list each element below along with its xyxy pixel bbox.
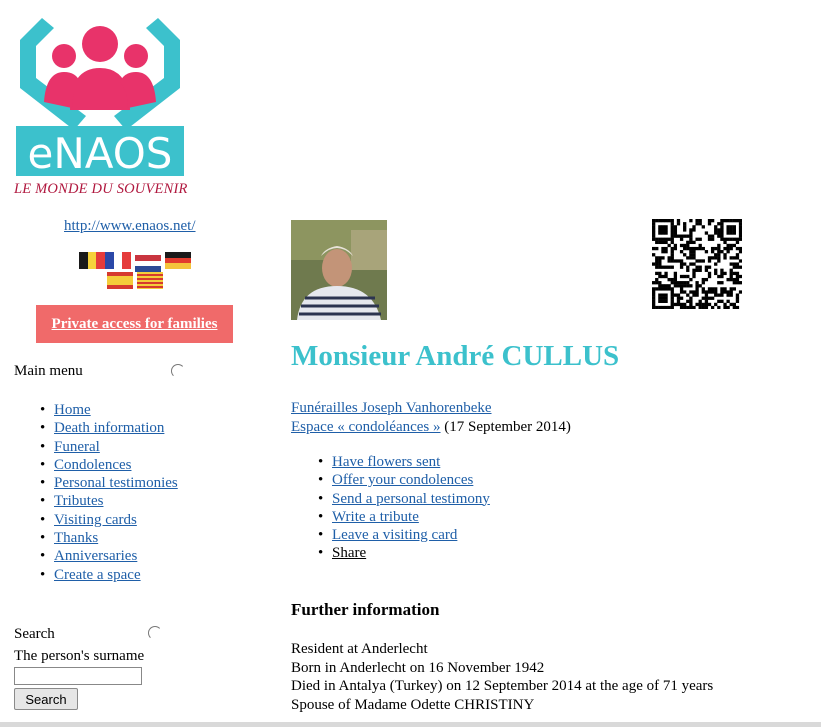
menu-link-personal-testimonies[interactable]: Personal testimonies: [54, 475, 178, 492]
france-flag[interactable]: [105, 252, 131, 269]
site-url-link[interactable]: http://www.enaos.net/: [64, 218, 196, 234]
menu-item-home: [40, 401, 178, 419]
menu-item-tributes: [40, 492, 178, 510]
condolence-date: (17 September 2014): [444, 419, 571, 435]
actions-list: [318, 453, 490, 563]
menu-item-condolences: [40, 456, 178, 474]
enaos-logo[interactable]: [14, 10, 186, 200]
menu-link-tributes[interactable]: Tributes: [54, 493, 104, 510]
offer-condolences-link[interactable]: Offer your condolences: [332, 472, 474, 489]
action-item: [318, 471, 490, 489]
menu-link-home[interactable]: Home: [54, 402, 91, 418]
horizontal-scrollbar[interactable]: [0, 722, 821, 727]
catalonia-flag[interactable]: [137, 272, 163, 289]
menu-item-death-information: [40, 419, 178, 437]
enaos-logo-graphic: [14, 10, 186, 182]
main-menu: [40, 401, 178, 584]
portrait-photo: [291, 220, 387, 320]
condolence-space-link[interactable]: Espace « condoléances »: [291, 419, 441, 435]
action-item: [318, 490, 490, 508]
further-information-list: [291, 640, 713, 714]
language-flags: [79, 252, 193, 290]
condolence-space-line: [291, 419, 571, 436]
main-menu-toggle-icon[interactable]: [171, 364, 185, 378]
menu-link-death-information[interactable]: Death information: [54, 420, 165, 437]
menu-link-funeral[interactable]: Funeral: [54, 438, 100, 455]
action-item: [318, 526, 490, 544]
write-tribute-link[interactable]: Write a tribute: [332, 508, 419, 525]
menu-item-create-a-space: [40, 566, 178, 584]
private-access-button[interactable]: Private access for families: [36, 305, 233, 343]
main-menu-title: Main menu: [14, 363, 83, 379]
action-item: [318, 544, 490, 562]
surname-label: The person's surname: [14, 648, 145, 664]
person-name: Monsieur André CULLUS: [291, 340, 620, 372]
menu-link-anniversaries[interactable]: Anniversaries: [54, 548, 138, 565]
search-toggle-icon[interactable]: [148, 626, 162, 640]
qr-code: [652, 219, 742, 309]
search-button[interactable]: Search: [14, 688, 78, 710]
menu-item-visiting-cards: [40, 511, 178, 529]
menu-item-anniversaries: [40, 547, 178, 565]
menu-link-visiting-cards[interactable]: Visiting cards: [54, 511, 137, 528]
netherlands-flag[interactable]: [135, 255, 161, 272]
search-title: Search: [14, 626, 55, 642]
action-item: [318, 508, 490, 526]
menu-item-funeral: [40, 438, 178, 456]
menu-link-thanks[interactable]: Thanks: [54, 530, 99, 547]
menu-link-condolences[interactable]: Condolences: [54, 456, 132, 473]
spain-flag[interactable]: [107, 272, 133, 289]
germany-flag[interactable]: [165, 252, 191, 269]
info-birth: Born in Anderlecht on 16 November 1942: [291, 659, 545, 676]
info-residence: Resident at Anderlecht: [291, 641, 428, 657]
share-link[interactable]: Share: [332, 545, 367, 562]
leave-visiting-card-link[interactable]: Leave a visiting card: [332, 527, 458, 544]
menu-link-create-a-space[interactable]: Create a space: [54, 566, 141, 583]
belgium-flag[interactable]: [79, 252, 105, 269]
funeral-home-link[interactable]: Funérailles Joseph Vanhorenbeke: [291, 400, 492, 416]
have-flowers-sent-link[interactable]: Have flowers sent: [332, 454, 441, 470]
svg-text:eNAOS: eNAOS: [27, 129, 173, 178]
further-information-title: Further information: [291, 600, 440, 619]
info-spouse: Spouse of Madame Odette CHRISTINY: [291, 696, 535, 713]
action-item: [318, 453, 490, 471]
tagline: LE MONDE DU SOUVENIR: [14, 181, 188, 197]
send-testimony-link[interactable]: Send a personal testimony: [332, 490, 490, 507]
menu-item-thanks: [40, 529, 178, 547]
info-death: Died in Antalya (Turkey) on 12 September 2014 at the age of 71 years: [291, 678, 714, 694]
surname-search-input[interactable]: [14, 667, 142, 685]
menu-item-personal-testimonies: [40, 474, 178, 492]
